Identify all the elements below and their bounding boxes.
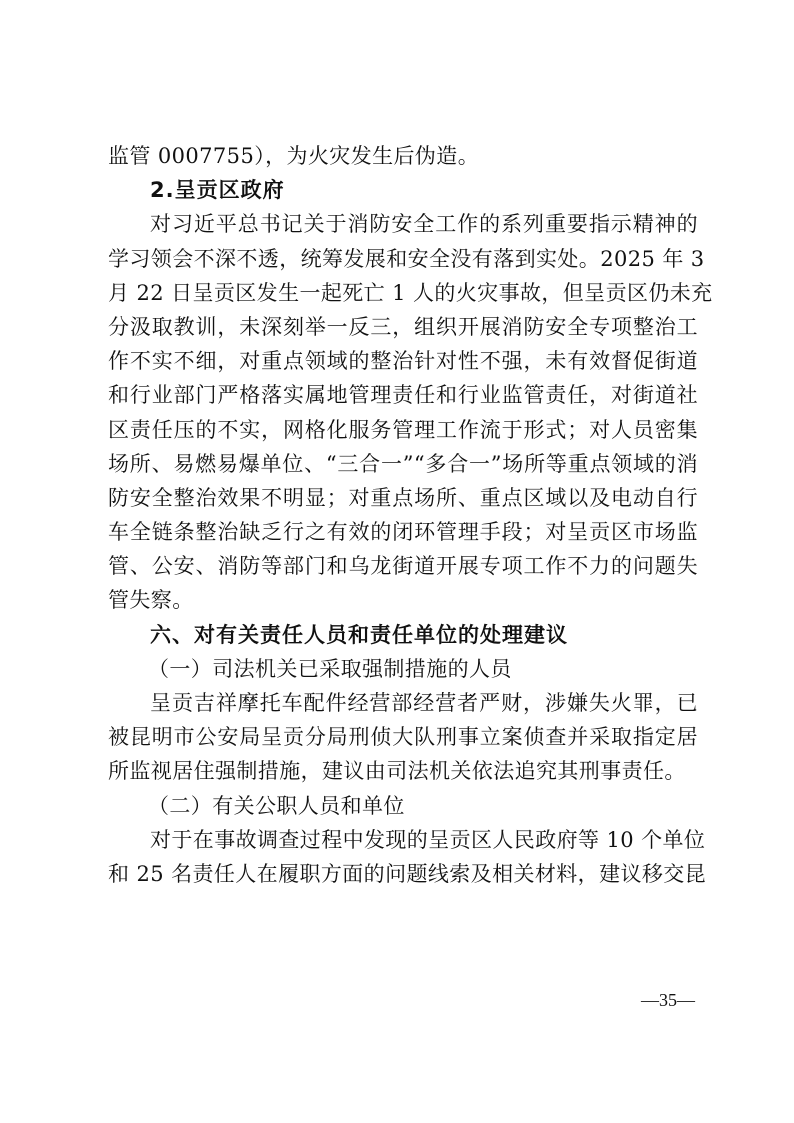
paragraph-line: 场所、易燃易爆单位、“三合一”“多合一”场所等重点领域的消: [108, 451, 698, 476]
paragraph-line: 和 25 名责任人在履职方面的问题线索及相关材料，建议移交昆: [108, 861, 707, 886]
paragraph-line: 和行业部门严格落实属地管理责任和行业监管责任，对街道社: [108, 383, 698, 408]
subsection-heading-two: （二）有关公职人员和单位: [148, 793, 405, 818]
paragraph-line: 监管 0007755），为火灾发生后伪造。: [108, 144, 480, 168]
subheading-chengong-government: 2.呈贡区政府: [150, 178, 285, 203]
paragraph-line: 区责任压的不实，网格化服务管理工作流于形式；对人员密集: [108, 417, 698, 442]
section-heading-six: 六、对有关责任人员和责任单位的处理建议: [150, 622, 568, 647]
subsection-heading-one: （一）司法机关已采取强制措施的人员: [148, 656, 512, 681]
page-number: —35—: [641, 990, 695, 1010]
paragraph-line: 所监视居住强制措施，建议由司法机关依法追究其刑事责任。: [108, 759, 686, 784]
paragraph-line: 作不实不细，对重点领域的整治针对性不强，未有效督促街道: [108, 349, 698, 374]
paragraph-line: 分汲取教训，未深刻举一反三，组织开展消防安全专项整治工: [108, 314, 698, 339]
paragraph-line: 学习领会不深不透，统筹发展和安全没有落到实处。2025 年 3: [108, 246, 705, 271]
paragraph-line: 防安全整治效果不明显；对重点场所、重点区域以及电动自行: [108, 485, 698, 510]
paragraph-line: 对习近平总书记关于消防安全工作的系列重要指示精神的: [150, 212, 698, 237]
document-body: [108, 139, 713, 891]
paragraph-line: 车全链条整治缺乏行之有效的闭环管理手段；对呈贡区市场监: [108, 520, 698, 545]
paragraph-line: 对于在事故调查过程中发现的呈贡区人民政府等 10 个单位: [150, 827, 706, 852]
paragraph-line: 管、公安、消防等部门和乌龙街道开展专项工作不力的问题失: [108, 554, 698, 579]
paragraph-line: 月 22 日呈贡区发生一起死亡 1 人的火灾事故，但呈贡区仍未充: [108, 280, 713, 305]
paragraph-line: 被昆明市公安局呈贡分局刑侦大队刑事立案侦查并采取指定居: [108, 725, 698, 750]
paragraph-line: 呈贡吉祥摩托车配件经营部经营者严财，涉嫌失火罪，已: [150, 691, 698, 715]
paragraph-line: 管失察。: [108, 588, 194, 613]
